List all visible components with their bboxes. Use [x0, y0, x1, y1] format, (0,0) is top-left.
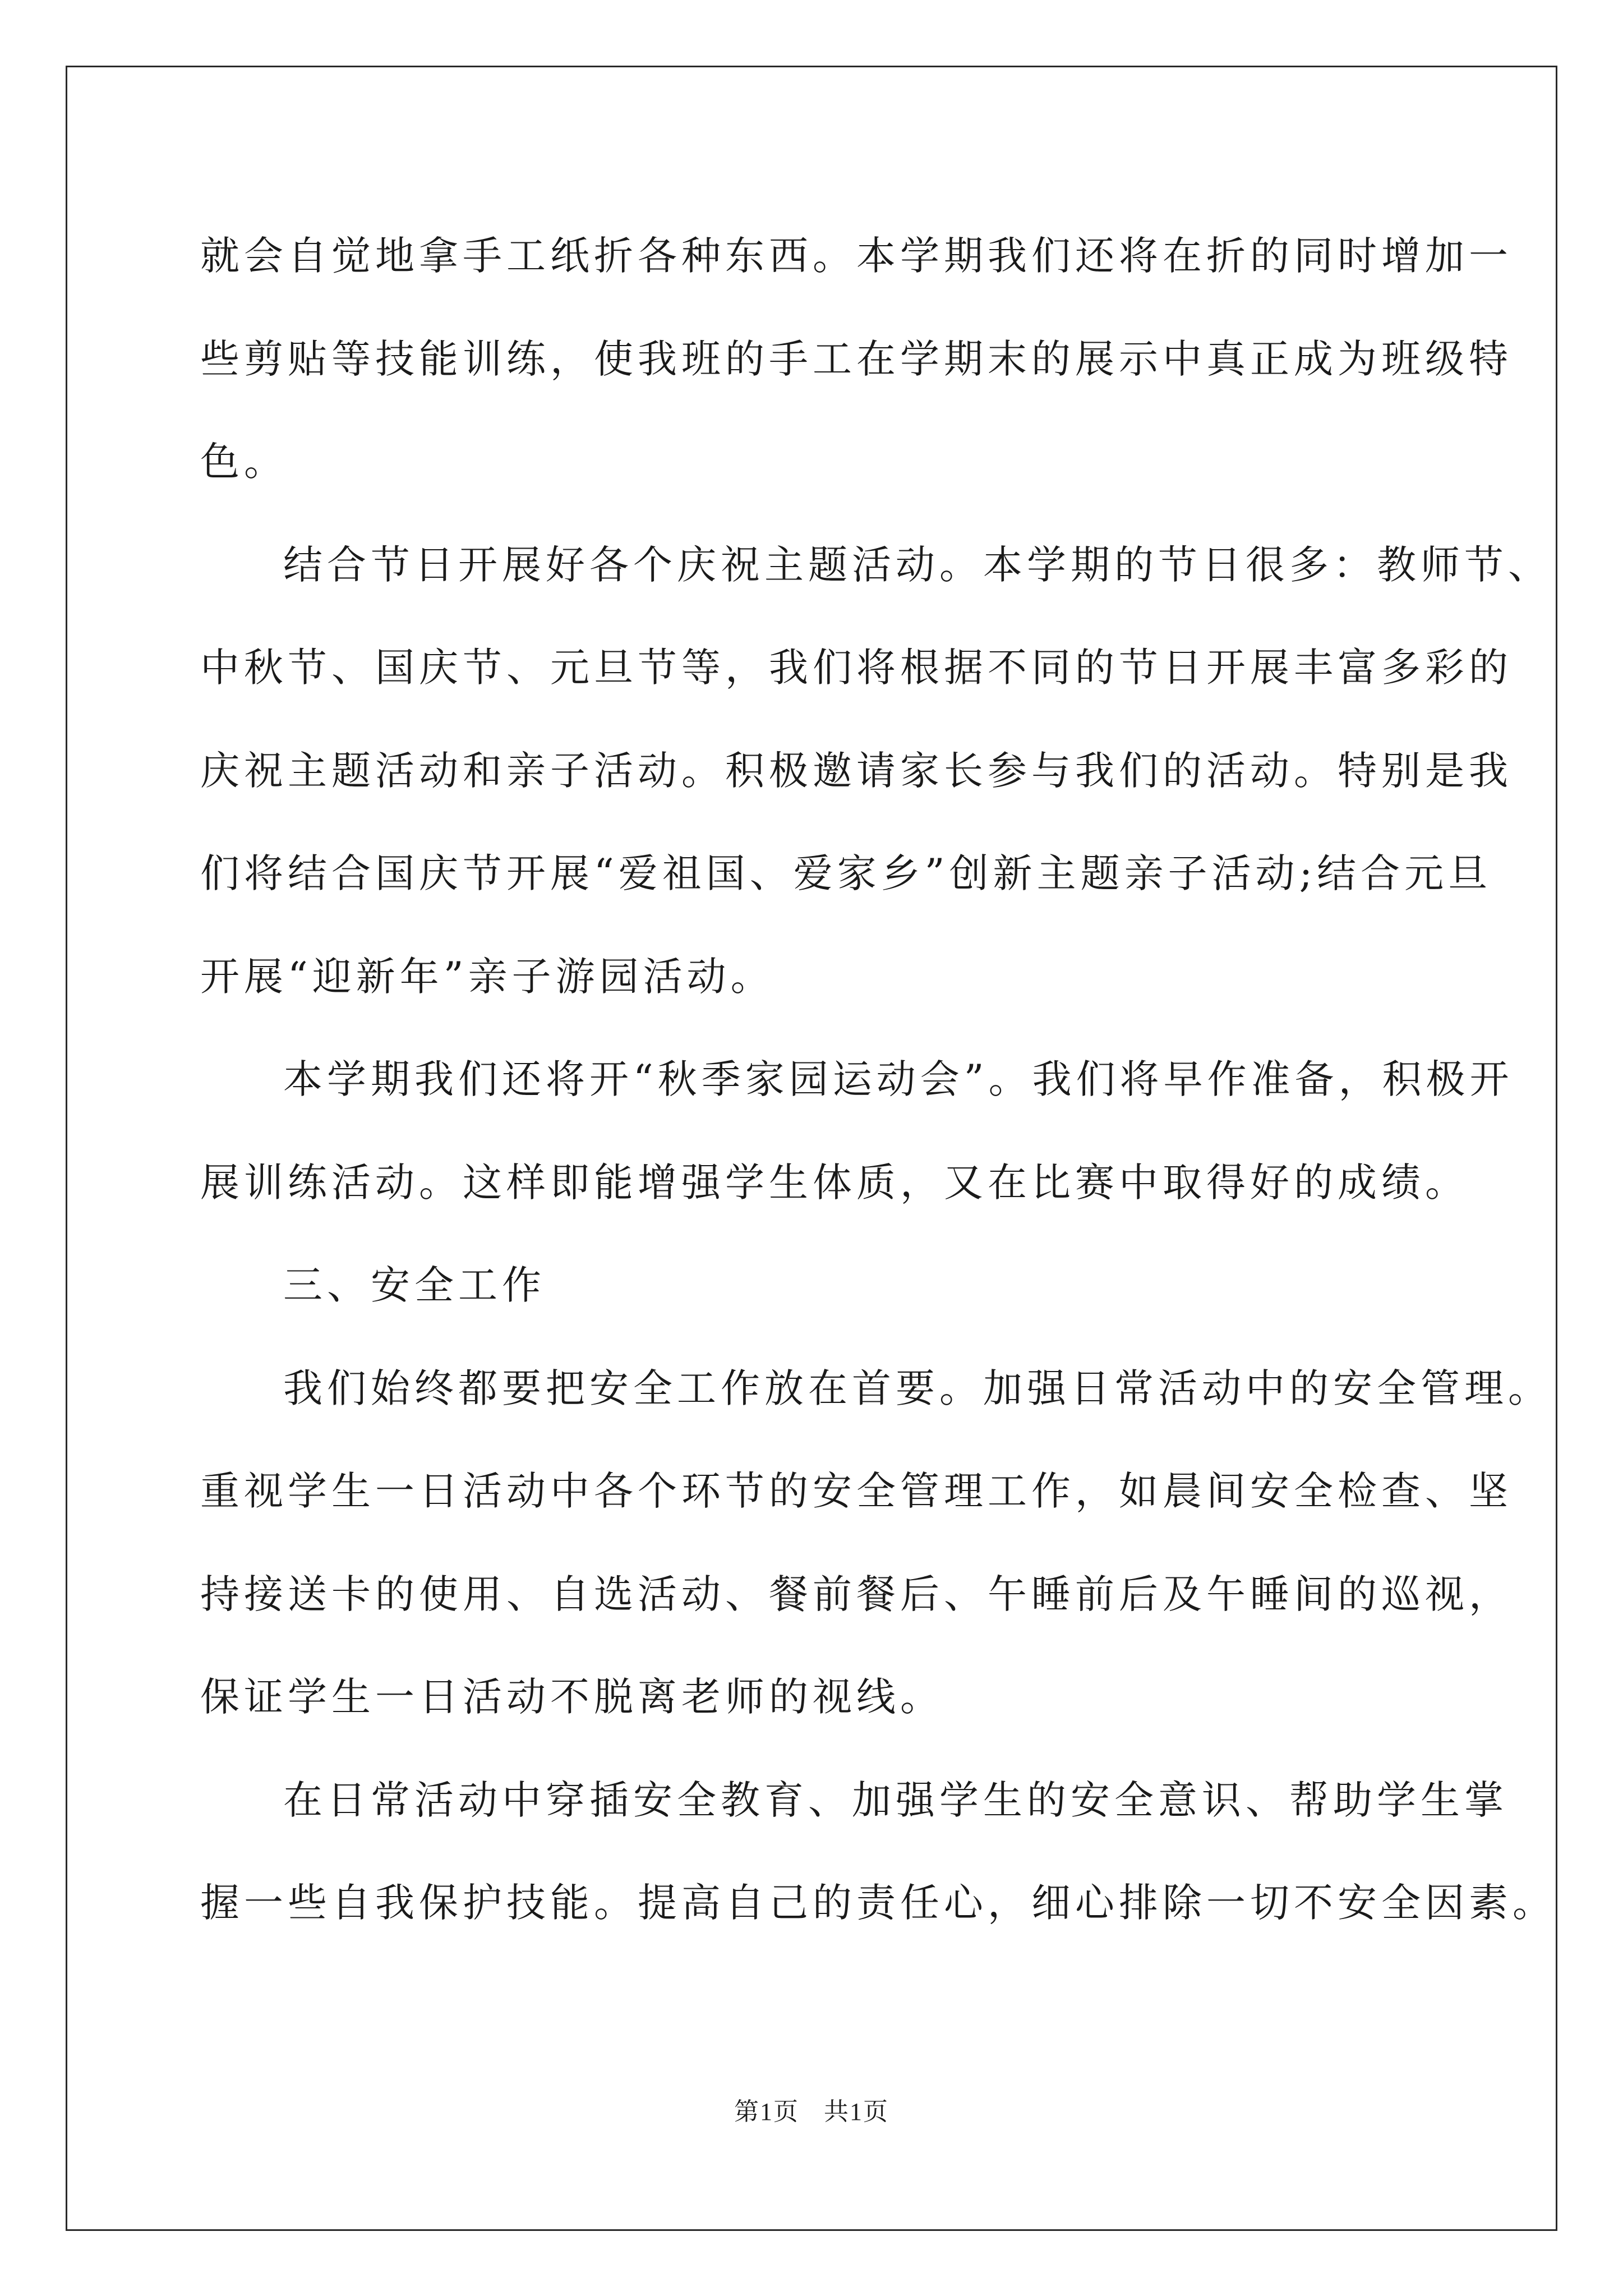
text-line: 保证学生一日活动不脱离老师的视线。 [200, 1674, 944, 1720]
text-line: 开展“迎新年”亲子游园活动。 [200, 953, 774, 1000]
text-line: 色。 [200, 439, 288, 485]
paragraph-safety-education [200, 1749, 1556, 1955]
page-number: 第1页 [734, 2098, 799, 2125]
page-footer [0, 2091, 1623, 2127]
text-line: 展训练活动。这样即能增强学生体质，又在比赛中取得好的成绩。 [200, 1159, 1469, 1205]
text-line: 就会自觉地拿手工纸折各种东西。本学期我们还将在折的同时增加一 [200, 233, 1513, 279]
text-line: 我们始终都要把安全工作放在首要。加强日常活动中的安全管理。 [283, 1365, 1552, 1411]
paragraph-safety-management [200, 1337, 1552, 1749]
paragraph-handcraft [200, 205, 1513, 514]
text-line: 庆祝主题活动和亲子活动。积极邀请家长参与我们的活动。特别是我 [200, 747, 1513, 794]
text-line: 持接送卡的使用、自选活动、餐前餐后、午睡前后及午睡间的巡视， [200, 1571, 1513, 1617]
text-line: 重视学生一日活动中各个环节的安全管理工作，如晨间安全检查、坚 [200, 1468, 1513, 1514]
text-line: 握一些自我保护技能。提高自己的责任心，细心排除一切不安全因素。 [200, 1880, 1556, 1926]
paragraph-sports-meet [200, 1028, 1514, 1234]
text-line: 本学期我们还将开“秋季家园运动会”。我们将早作准备，积极开 [283, 1056, 1514, 1102]
text-line: 们将结合国庆节开展“爱祖国、爱家乡”创新主题亲子活动;结合元旦 [200, 850, 1492, 896]
text-line: 中秋节、国庆节、元旦节等，我们将根据不同的节日开展丰富多彩的 [200, 645, 1513, 691]
text-line: 些剪贴等技能训练，使我班的手工在学期末的展示中真正成为班级特 [200, 335, 1513, 382]
paragraph-festivals [200, 514, 1552, 1029]
section-heading-safety [200, 1234, 1434, 1337]
text-line: 在日常活动中穿插安全教育、加强学生的安全意识、帮助学生掌 [283, 1777, 1508, 1823]
text-line: 结合节日开展好各个庆祝主题活动。本学期的节日很多：教师节、 [283, 541, 1552, 588]
page-total: 共1页 [824, 2098, 889, 2125]
section-heading: 三、安全工作 [283, 1262, 546, 1308]
document-body [200, 205, 1556, 1955]
